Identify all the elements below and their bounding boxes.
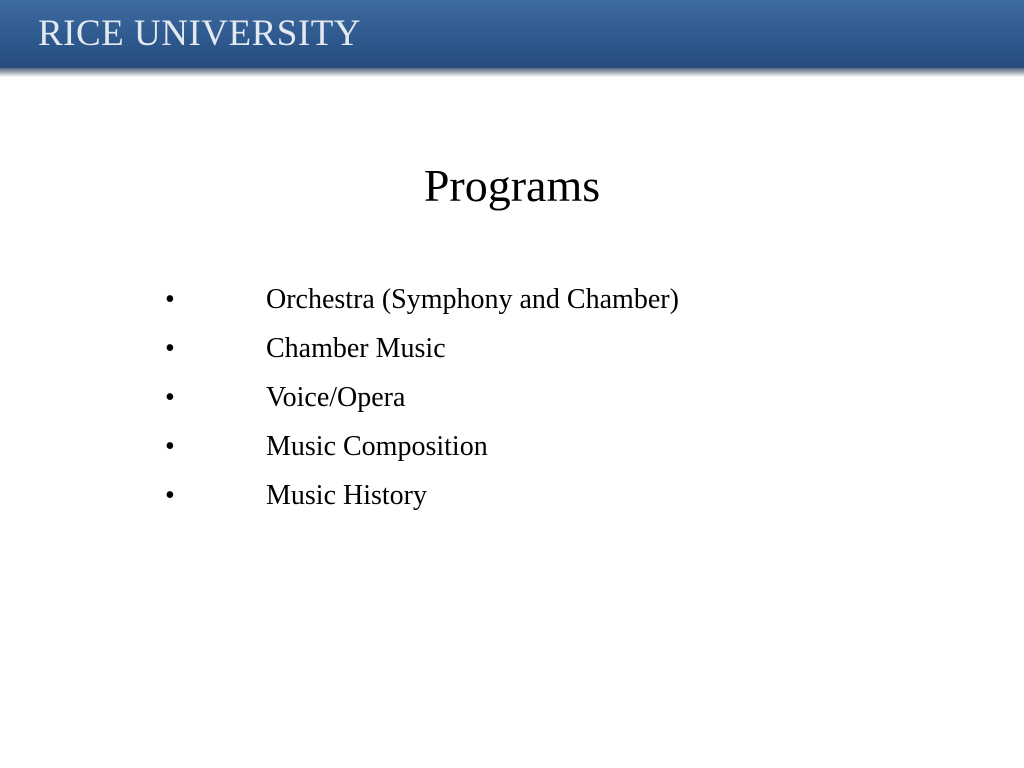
bullet-icon: • xyxy=(165,284,175,315)
list-item-text: Voice/Opera xyxy=(266,382,406,413)
university-logo: RICE UNIVERSITY xyxy=(38,13,362,54)
list-item-text: Orchestra (Symphony and Chamber) xyxy=(266,284,679,315)
bullet-icon: • xyxy=(165,480,175,511)
list-item-text: Music Composition xyxy=(266,431,488,462)
list-item-text: Chamber Music xyxy=(266,333,446,364)
bullet-icon: • xyxy=(165,431,175,462)
slide-title: Programs xyxy=(423,160,601,211)
list-item-text: Music History xyxy=(266,480,427,511)
bullet-icon: • xyxy=(165,333,175,364)
header-banner xyxy=(0,0,1024,68)
bullet-icon: • xyxy=(165,382,175,413)
header-shadow xyxy=(0,68,1024,77)
